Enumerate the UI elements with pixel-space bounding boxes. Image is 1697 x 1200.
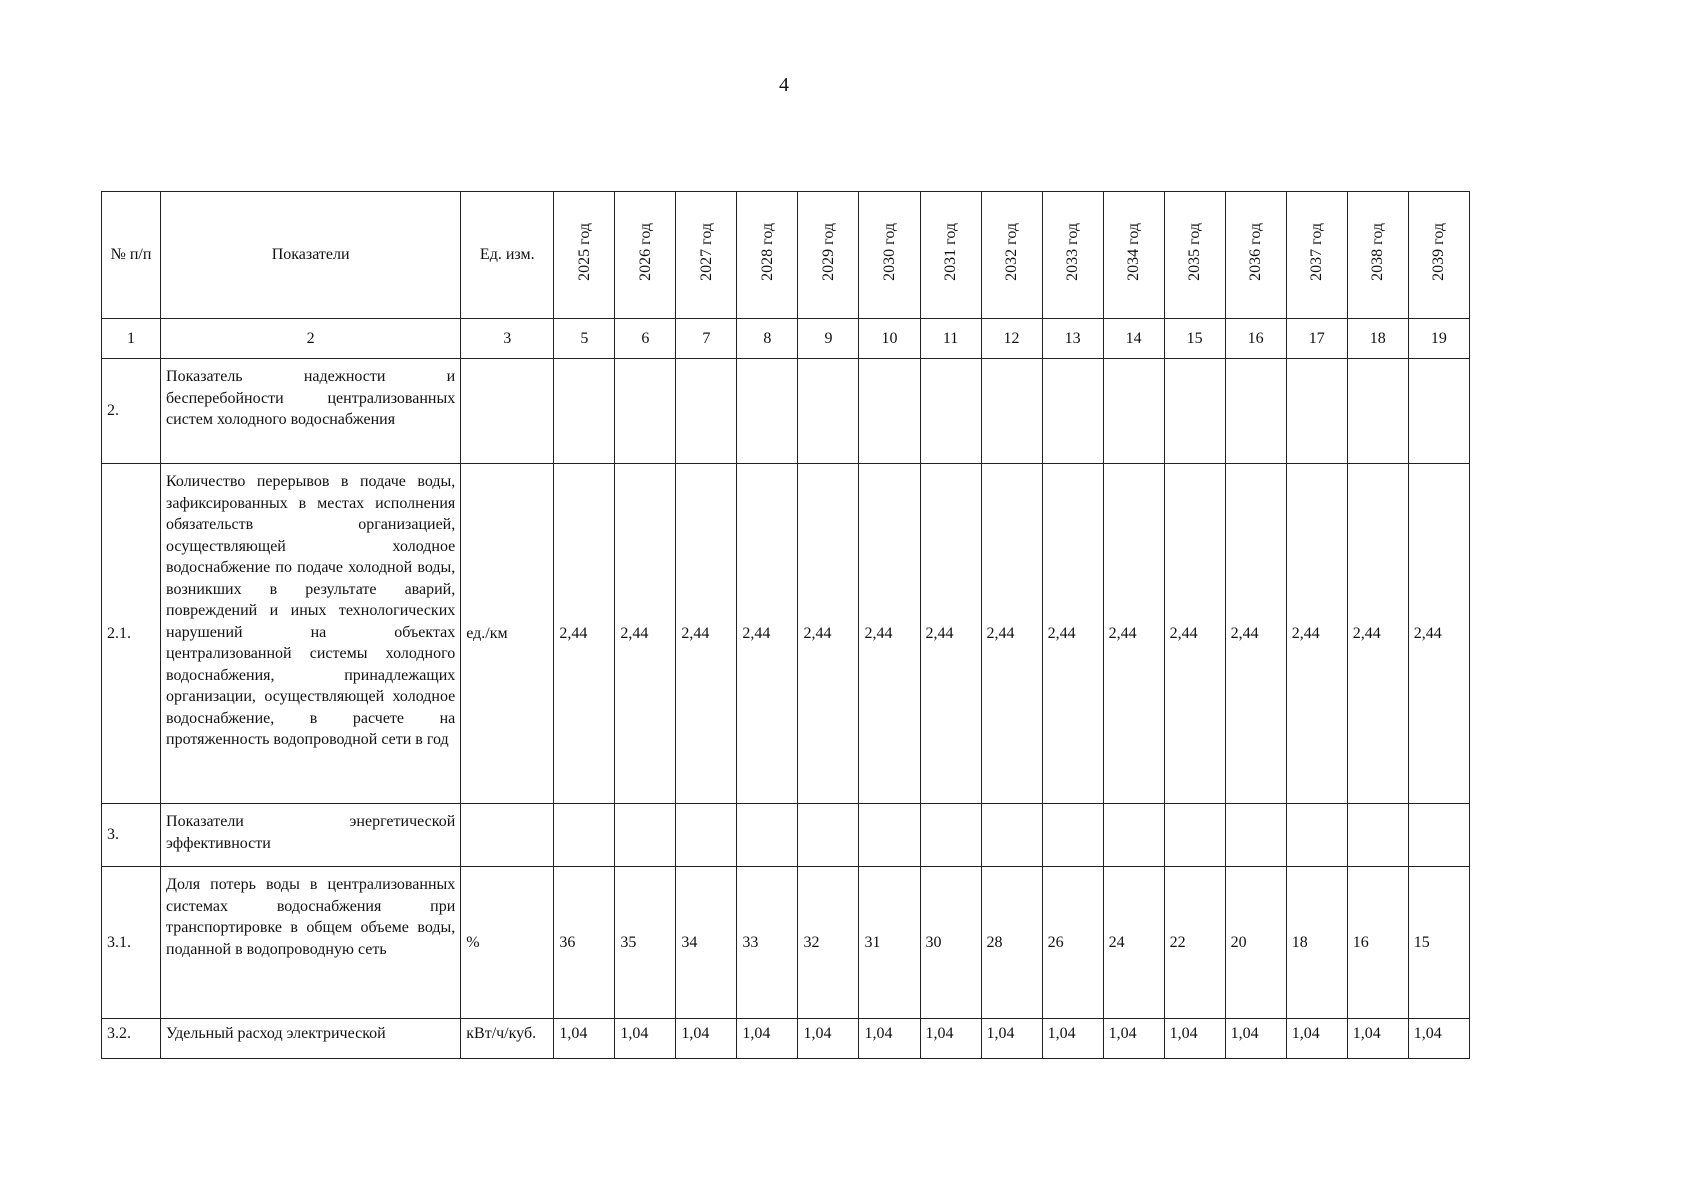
row-value: 15 xyxy=(1408,867,1469,1019)
row-value: 16 xyxy=(1347,867,1408,1019)
column-number: 15 xyxy=(1164,319,1225,359)
row-number: 2.1. xyxy=(102,464,161,804)
year-label: 2028 год xyxy=(758,222,776,281)
row-value: 2,44 xyxy=(615,464,676,804)
row-value xyxy=(859,804,920,867)
row-value: 1,04 xyxy=(1042,1019,1103,1059)
header-year xyxy=(1164,192,1225,319)
column-number: 6 xyxy=(615,319,676,359)
page-number: 4 xyxy=(779,74,789,96)
column-number: 11 xyxy=(920,319,981,359)
column-number: 18 xyxy=(1347,319,1408,359)
row-value xyxy=(615,804,676,867)
year-label: 2037 год xyxy=(1307,222,1325,281)
column-number: 12 xyxy=(981,319,1042,359)
year-label: 2032 год xyxy=(1002,222,1020,281)
row-value: 1,04 xyxy=(1408,1019,1469,1059)
header-year xyxy=(981,192,1042,319)
row-indicator: Удельный расход электрической xyxy=(161,1019,461,1059)
row-value: 1,04 xyxy=(1103,1019,1164,1059)
table-row xyxy=(102,804,1470,867)
column-number: 16 xyxy=(1225,319,1286,359)
year-label: 2034 год xyxy=(1124,222,1142,281)
column-number-row xyxy=(102,319,1470,359)
row-value: 1,04 xyxy=(1286,1019,1347,1059)
row-value: 1,04 xyxy=(859,1019,920,1059)
row-value xyxy=(1164,359,1225,464)
row-number: 3.2. xyxy=(102,1019,161,1059)
table-row xyxy=(102,867,1470,1019)
row-value: 1,04 xyxy=(1164,1019,1225,1059)
year-label: 2027 год xyxy=(697,222,715,281)
row-value xyxy=(798,359,859,464)
row-value: 2,44 xyxy=(1286,464,1347,804)
header-year xyxy=(676,192,737,319)
row-value: 31 xyxy=(859,867,920,1019)
row-value: 18 xyxy=(1286,867,1347,1019)
row-value: 24 xyxy=(1103,867,1164,1019)
year-label: 2038 год xyxy=(1368,222,1386,281)
row-value: 2,44 xyxy=(554,464,615,804)
row-value xyxy=(920,359,981,464)
header-indicator: Показатели xyxy=(161,192,461,319)
indicators-table xyxy=(101,191,1470,1059)
table-row xyxy=(102,359,1470,464)
header-year xyxy=(1225,192,1286,319)
row-value: 2,44 xyxy=(798,464,859,804)
header-year xyxy=(1042,192,1103,319)
column-number: 10 xyxy=(859,319,920,359)
row-value xyxy=(981,359,1042,464)
row-value xyxy=(1408,359,1469,464)
row-value: 2,44 xyxy=(1347,464,1408,804)
header-year xyxy=(1103,192,1164,319)
row-value: 1,04 xyxy=(920,1019,981,1059)
row-value: 2,44 xyxy=(859,464,920,804)
row-value xyxy=(1347,804,1408,867)
row-value xyxy=(615,359,676,464)
row-value xyxy=(676,359,737,464)
column-number: 8 xyxy=(737,319,798,359)
row-value xyxy=(920,804,981,867)
row-value xyxy=(1164,804,1225,867)
row-indicator: Показатели энергетической эффективности xyxy=(161,804,461,867)
header-row xyxy=(102,192,1470,319)
row-value: 32 xyxy=(798,867,859,1019)
row-value: 36 xyxy=(554,867,615,1019)
column-number: 2 xyxy=(161,319,461,359)
row-value: 20 xyxy=(1225,867,1286,1019)
column-number: 13 xyxy=(1042,319,1103,359)
header-unit: Ед. изм. xyxy=(461,192,554,319)
row-unit: кВт/ч/куб. xyxy=(461,1019,554,1059)
row-value xyxy=(554,804,615,867)
row-value: 35 xyxy=(615,867,676,1019)
row-value: 1,04 xyxy=(981,1019,1042,1059)
header-year xyxy=(1347,192,1408,319)
row-value: 2,44 xyxy=(1225,464,1286,804)
row-value xyxy=(1225,804,1286,867)
row-value xyxy=(1225,359,1286,464)
row-value: 2,44 xyxy=(920,464,981,804)
row-value: 1,04 xyxy=(615,1019,676,1059)
row-value xyxy=(1286,359,1347,464)
row-value: 2,44 xyxy=(1408,464,1469,804)
row-value: 1,04 xyxy=(554,1019,615,1059)
header-year xyxy=(1408,192,1469,319)
column-number: 7 xyxy=(676,319,737,359)
row-value xyxy=(737,804,798,867)
row-value: 26 xyxy=(1042,867,1103,1019)
row-unit xyxy=(461,804,554,867)
row-value: 33 xyxy=(737,867,798,1019)
column-number: 17 xyxy=(1286,319,1347,359)
row-value: 34 xyxy=(676,867,737,1019)
row-value xyxy=(859,359,920,464)
year-label: 2031 год xyxy=(941,222,959,281)
row-number: 3.1. xyxy=(102,867,161,1019)
row-value: 2,44 xyxy=(737,464,798,804)
row-value: 28 xyxy=(981,867,1042,1019)
year-label: 2026 год xyxy=(636,222,654,281)
header-year xyxy=(615,192,676,319)
year-label: 2025 год xyxy=(575,222,593,281)
row-number: 2. xyxy=(102,359,161,464)
row-value: 22 xyxy=(1164,867,1225,1019)
header-num: № п/п xyxy=(102,192,161,319)
header-year xyxy=(554,192,615,319)
row-value: 1,04 xyxy=(737,1019,798,1059)
row-value: 2,44 xyxy=(1042,464,1103,804)
row-value: 1,04 xyxy=(798,1019,859,1059)
header-year xyxy=(920,192,981,319)
header-year xyxy=(859,192,920,319)
row-value: 1,04 xyxy=(1225,1019,1286,1059)
row-value: 30 xyxy=(920,867,981,1019)
row-indicator: Показатель надежности и бесперебойности централизованных систем холодного водоснабжения xyxy=(161,359,461,464)
row-value xyxy=(981,804,1042,867)
header-year xyxy=(1286,192,1347,319)
row-value xyxy=(1042,804,1103,867)
year-label: 2035 год xyxy=(1185,222,1203,281)
row-value xyxy=(1286,804,1347,867)
year-label: 2036 год xyxy=(1246,222,1264,281)
year-label: 2039 год xyxy=(1430,222,1448,281)
row-number: 3. xyxy=(102,804,161,867)
year-label: 2033 год xyxy=(1063,222,1081,281)
column-number: 3 xyxy=(461,319,554,359)
row-value xyxy=(737,359,798,464)
column-number: 9 xyxy=(798,319,859,359)
column-number: 19 xyxy=(1408,319,1469,359)
row-value xyxy=(1042,359,1103,464)
row-value: 2,44 xyxy=(1164,464,1225,804)
row-indicator: Доля потерь воды в централизованных системах водоснабжения при транспортировке в общем объеме воды, поданной в водопроводную сеть xyxy=(161,867,461,1019)
year-label: 2029 год xyxy=(819,222,837,281)
row-value: 2,44 xyxy=(981,464,1042,804)
table-row xyxy=(102,464,1470,804)
row-indicator: Количество перерывов в подаче воды, зафиксированных в местах исполнения обязательств организацией, осуществляющей холодное водоснабжение по подаче холодной воды, возникших в результате аварий, повреждений и иных технологических нарушений на объектах централизованной системы холодного водоснабжения, принадлежащих организации, осуществляющей холодное водоснабжение, в расчете на протяженность водопроводной сети в год xyxy=(161,464,461,804)
header-year xyxy=(737,192,798,319)
column-number: 1 xyxy=(102,319,161,359)
header-year xyxy=(798,192,859,319)
row-value xyxy=(1103,359,1164,464)
year-label: 2030 год xyxy=(880,222,898,281)
row-value: 2,44 xyxy=(1103,464,1164,804)
row-value: 1,04 xyxy=(1347,1019,1408,1059)
row-value: 1,04 xyxy=(676,1019,737,1059)
row-unit: % xyxy=(461,867,554,1019)
column-number: 14 xyxy=(1103,319,1164,359)
row-unit: ед./км xyxy=(461,464,554,804)
column-number: 5 xyxy=(554,319,615,359)
row-value xyxy=(1103,804,1164,867)
row-unit xyxy=(461,359,554,464)
row-value xyxy=(554,359,615,464)
row-value xyxy=(676,804,737,867)
row-value: 2,44 xyxy=(676,464,737,804)
row-value xyxy=(1408,804,1469,867)
row-value xyxy=(1347,359,1408,464)
row-value xyxy=(798,804,859,867)
table-row xyxy=(102,1019,1470,1059)
